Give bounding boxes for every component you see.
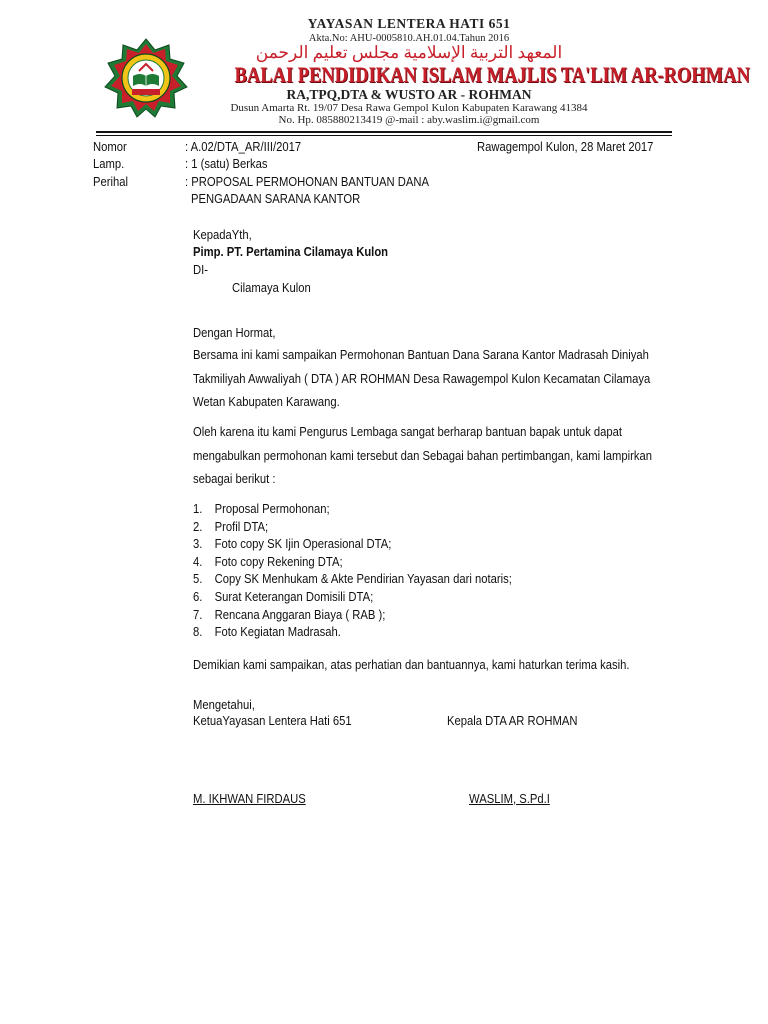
- recipient-name: Pimp. PT. Pertamina Cilamaya Kulon: [193, 245, 389, 259]
- attachment-list: [193, 501, 547, 642]
- recipient-city: Cilamaya Kulon: [232, 281, 311, 295]
- institution-name: BALAI PENDIDIKAN ISLAM MAJLIS TA'LIM AR-ROHMAN: [234, 62, 750, 87]
- perihal-label: Perihal: [93, 175, 129, 189]
- left-signatory-title: KetuaYayasan Lentera Hati 651: [193, 714, 352, 728]
- right-signatory-name: WASLIM, S.Pd.I: [469, 792, 550, 806]
- list-item: 8. Foto Kegiatan Madrasah.: [193, 625, 341, 640]
- nomor-label: Nomor: [93, 140, 127, 154]
- institution-contact: No. Hp. 085880213419 @-mail : aby.waslim.i@gmail.com: [278, 114, 540, 126]
- greeting: Dengan Hormat,: [193, 326, 276, 340]
- arabic-institution-name: المعهد التربية الإسلامية مجلس تعليم الرحمن: [255, 43, 563, 62]
- right-signatory-title: Kepala DTA AR ROHMAN: [447, 714, 578, 728]
- mengetahui-label: Mengetahui,: [193, 698, 255, 712]
- paragraph-line: Takmiliyah Awwaliyah ( DTA ) AR ROHMAN Desa Rawagempol Kulon Kecamatan Cilamaya: [193, 371, 651, 386]
- letterhead-divider-thin: [96, 135, 672, 136]
- paragraph-line: Bersama ini kami sampaikan Permohonan Bantuan Dana Sarana Kantor Madrasah Diniyah: [193, 348, 649, 362]
- institution-units: RA,TPQ,DTA & WUSTO AR - ROHMAN: [286, 87, 532, 102]
- list-item: 5. Copy SK Menhukam & Akte Pendirian Yayasan dari notaris;: [193, 572, 512, 587]
- recipient-kepada: KepadaYth,: [193, 228, 252, 242]
- paragraph-line: Wetan Kabupaten Karawang.: [193, 395, 340, 409]
- list-item: 1. Proposal Permohonan;: [193, 502, 330, 516]
- paragraph-hope: [193, 421, 675, 492]
- place-date: Rawagempol Kulon, 28 Maret 2017: [477, 140, 654, 154]
- nomor-value: : A.02/DTA_AR/III/2017: [185, 140, 302, 154]
- list-item: 2. Profil DTA;: [193, 519, 269, 534]
- list-item: 6. Surat Keterangan Domisili DTA;: [193, 589, 374, 604]
- paragraph-line: Oleh karena itu kami Pengurus Lembaga sangat berharap bantuan bapak untuk dapat: [193, 425, 623, 439]
- akta-number: Akta.No: AHU-0005810.AH.01.04.Tahun 2016: [308, 33, 510, 44]
- list-item: 3. Foto copy SK Ijin Operasional DTA;: [193, 537, 392, 552]
- left-signatory-name: M. IKHWAN FIRDAUS: [193, 792, 306, 806]
- perihal-value-continued: PENGADAAN SARANA KANTOR: [191, 192, 361, 206]
- lamp-value: : 1 (satu) Berkas: [185, 157, 268, 171]
- letterhead-divider: [96, 131, 672, 133]
- paragraph-request: [193, 344, 675, 415]
- recipient-di: DI-: [193, 263, 209, 277]
- foundation-name: YAYASAN LENTERA HATI 651: [307, 16, 511, 31]
- institution-address: Dusun Amarta Rt. 19/07 Desa Rawa Gempol Kulon Kabupaten Karawang 41384: [230, 102, 588, 114]
- lamp-label: Lamp.: [93, 157, 125, 171]
- paragraph-line: sebagai berikut :: [193, 472, 276, 486]
- perihal-value: : PROPOSAL PERMOHONAN BANTUAN DANA: [185, 175, 430, 189]
- paragraph-line: mengabulkan permohonan kami tersebut dan Sebagai bahan pertimbangan, kami lampirkan: [193, 448, 653, 463]
- list-item: 4. Foto copy Rekening DTA;: [193, 554, 343, 569]
- closing-sentence: Demikian kami sampaikan, atas perhatian dan bantuannya, kami haturkan terima kasih.: [193, 658, 630, 672]
- list-item: 7. Rencana Anggaran Biaya ( RAB );: [193, 607, 386, 622]
